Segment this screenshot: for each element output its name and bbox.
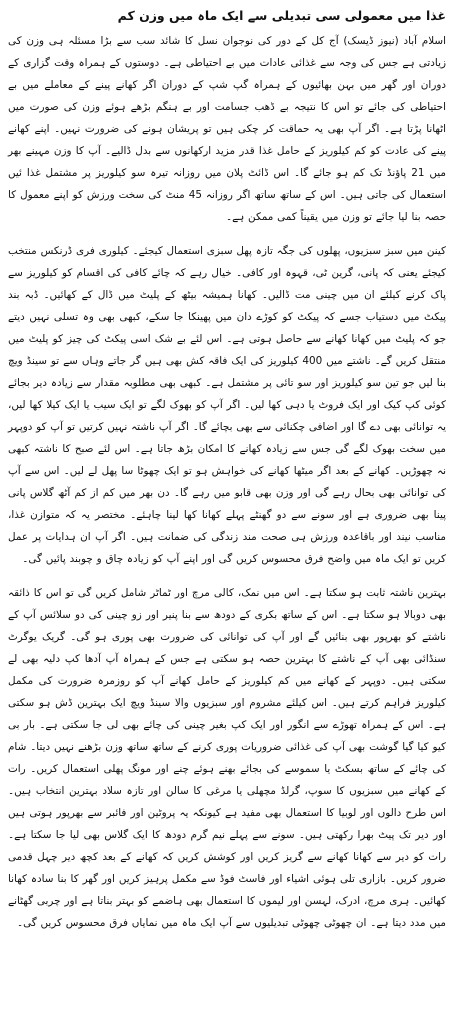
article-paragraph-2: کینن میں سبز سبزیوں، پھلوں کی جگہ تازہ پھل سبزی استعمال کیجئے۔ کیلوری فری ڈرنکس منتخب کیجئے یعنی کہ پانی، گرین ٹی، قہوہ اور کافی۔ خیال رہے کہ چائے کافی کی اقسام کو کیلوریز سے پاک کرنے کیلئے ان میں چینی مت ڈالیں۔ کھانا ہمیشہ بیٹھ کے پلیٹ میں ڈال کے کھائیں۔ ڈبہ بند پیکٹ میں دستیاب جسے کہ پیکٹ کو کوڑے دان میں پھینکا جا سکے، کبھی بھی وہ تسلی نہیں دیتے جو کہ پلیٹ میں کھانا کھانے سے حاصل ہوتی ہے۔ اس لئے بے شک اسی پیکٹ کی چیز کو پلیٹ میں منتقل کریں گے۔ ناشتے میں 400 کیلوریز کی ایک فاقہ کش بھی ہیں گر جاتے وہاں سے تو سینڈ ویچ بنا لیں جو تین سو کیلوریز اور سو تائی پر مشتمل ہے۔ کبھی بھی مطلوبہ مقدار سے زیادہ دیر بجائے کوئی کپ کیک اور ایک فروٹ یا دہی کھا لیں۔ اگر آپ کو بھوک لگے تو ایک سیب یا ایک کیلا کھا لیں، یہ توانائی بھی دے گا اور اضافی چکنائی سے بھی بچائے گا۔ اگر آپ ناشتہ نہیں کرتیں تو آپ کو دوپہر میں سخت بھوک لگے گی جس سے زیادہ کھانے کا امکان بڑھ جاتا ہے۔ اس لئے صبح کا ناشتہ کبھی نہ چھوڑیں۔ کھانے کے بعد اگر میٹھا کھانے کی خواہش ہو تو ایک چھوٹا سا پھل لے لیں۔ اس سے آپ کی توانائی بھی بحال رہے گی اور وزن بھی قابو میں رہے گا۔ دن بھر میں کم از کم آٹھ گلاس پانی پینا بھی ضروری ہے اور سونے سے دو گھنٹے پہلے کھانا کھا لینا چاہئے۔ مختصر یہ کہ متوازن غذا، مناسب نیند اور باقاعدہ ورزش ہی صحت مند زندگی کی ضمانت ہیں۔ اگر آپ ان ہدایات پر عمل کریں تو ایک ماہ میں واضح فرق محسوس کریں گی اور اپنے آپ کو زیادہ چاق و چوبند پائیں گی۔ xyxy=(8,245,446,565)
article-headline: غذا میں معمولی سی تبدیلی سے ایک ماہ میں وزن کم xyxy=(117,8,446,23)
article-paragraph-3: بہترین ناشتہ ثابت ہو سکتا ہے۔ اس میں نمک، کالی مرچ اور ٹماٹر شامل کریں گی تو اس کا ذائقہ بھی دوبالا ہو سکتا ہے۔ اس کے ساتھ بکری کے دودھ سے بنا پنیر اور زو چینی کی دو سلائس آپ کے ناشتے کو بھرپور بھی بنائیں گے اور آپ کی توانائی کی ضرورت بھی پوری ہو گی۔ گریک یوگرٹ سنڈائی بھی آپ کے ناشتے کا بہترین حصہ ہو سکتی ہے جس کے ہمراہ آپ آدھا کپ دلیہ بھی لے سکتی ہیں۔ دوپہر کے کھانے میں کم کیلوریز کے حامل کھانے آپ کو روزمرہ ضرورت کی مکمل کیلوریز فراہم کرتے ہیں۔ اس کیلئے مشروم اور سبزیوں والا سینڈ ویچ ایک بہترین ڈش ہو سکتی ہے۔ اس کے ہمراہ تھوڑے سے انگور اور ایک کپ بغیر چینی کی چائے بھی لی جا سکتی ہے۔ بار بی کیو کیا گیا گوشت بھی آپ کی غذائی ضروریات پوری کرنے کے ساتھ ساتھ وزن بڑھنے نہیں دیتا۔ شام کی چائے کے ساتھ بسکٹ یا سموسے کی بجائے بھنے ہوئے چنے اور مونگ پھلی استعمال کریں۔ رات کے کھانے میں سبزیوں کا سوپ، گرلڈ مچھلی یا مرغی کا سالن اور تازہ سلاد بہترین انتخاب ہیں۔ اس طرح دالوں اور لوبیا کا استعمال بھی مفید ہے کیونکہ یہ پروٹین اور فائبر سے بھرپور ہوتی ہیں اور دیر تک پیٹ بھرا رکھتی ہیں۔ سونے سے پہلے نیم گرم دودھ کا ایک گلاس بھی لیا جا سکتا ہے۔ رات کو دیر سے کھانا کھانے سے گریز کریں اور کوشش کریں کہ کھانے کے بعد کچھ دیر چہل قدمی ضرور کریں۔ بازاری تلی ہوئی اشیاء اور فاسٹ فوڈ سے مکمل پرہیز کریں اور گھر کا بنا سادہ کھانا کھائیں۔ ہری مرچ، ادرک، لہسن اور لیموں کا استعمال بھی ہاضمے کو بہتر بناتا ہے اور چربی گھٹانے میں مدد دیتا ہے۔ ان چھوٹی چھوٹی تبدیلیوں سے آپ ایک ماہ میں نمایاں فرق محسوس کریں گی۔ xyxy=(8,587,446,929)
article-paragraph-1: اسلام آباد (نیوز ڈیسک) آج کل کے دور کی نوجوان نسل کا شائد سب سے بڑا مسئلہ ہی وزن کی زیادتی ہے جس کی وجہ سے غذائی عادات میں بے احتیاطی ہے۔ دوستوں کے ہمراہ وقت گزاری کے دوران اور گھر میں بہن بھائیوں کے ہمراہ گپ شپ کے دوران اگر کھانے پینے کے معاملے میں بے احتیاطی کی جائے تو اس کا نتیجہ بے ڈھب جسامت اور بے ہنگم بڑھے ہوئے وزن کی صورت میں اٹھانا پڑتا ہے۔ اگر آپ بھی یہ حماقت کر چکی ہیں تو پریشان ہونے کی ضرورت نہیں۔ اپنے کھانے پینے کی عادت کو کم کیلوریز کے حامل غذا قدر مزید ارکھانوں سے بدل ڈالیے۔ آپ کا وزن مہینے بھر میں 21 پاؤنڈ تک کم ہو جائے گا۔ اس ڈائٹ پلان میں روزانہ تیرہ سو کیلوریز پر مشتمل غذا ئیں استعمال کی جاتی ہیں۔ اس کے ساتھ ساتھ اگر روزانہ 45 منٹ کی سخت ورزش کو اپنے معمول کا حصہ بنا لیا جائے تو وزن میں یقیناً کمی ممکن ہے۔ xyxy=(8,35,446,223)
